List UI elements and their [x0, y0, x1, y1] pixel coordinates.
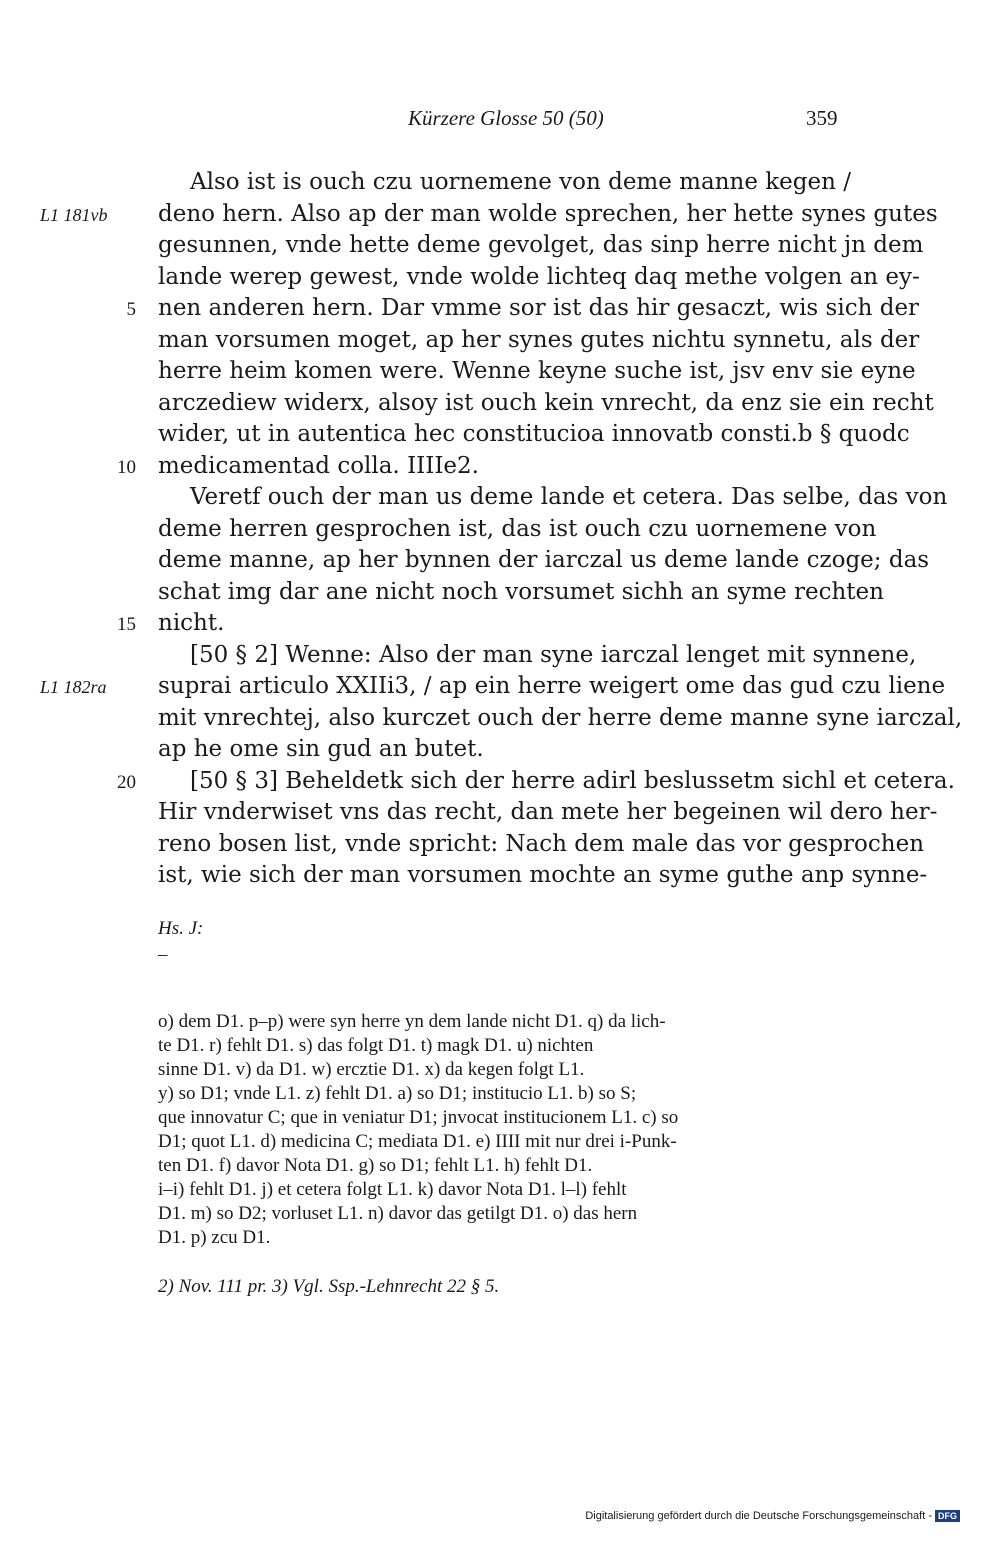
footnote-line: que innovatur C; que in veniatur D1; jnvocat institucionem L1. c) so	[158, 1107, 679, 1128]
line-number: 15	[117, 614, 136, 635]
text-line: Hir vnderwiset vns das recht, dan mete her begeinen wil dero her-	[158, 799, 938, 825]
footnote-line: D1. m) so D2; vorluset L1. n) davor das getilgt D1. o) das hern	[158, 1203, 638, 1224]
text-line: mit vnrechtej, also kurczet ouch der herre deme manne syne iarczal,	[158, 705, 963, 731]
line-number: 10	[117, 457, 136, 478]
footnote-line: i–i) fehlt D1. j) et cetera folgt L1. k) davor Nota D1. l–l) fehlt	[158, 1179, 627, 1200]
text-line: medicamentad colla. IIIIe2.	[158, 453, 479, 479]
margin-note-folio: L1 181vb	[40, 205, 108, 225]
text-line: lande werep gewest, vnde wolde lichteq daq methe volgen an ey-	[158, 264, 920, 290]
footnote-line: D1; quot L1. d) medicina C; mediata D1. e) IIII mit nur drei i-Punk-	[158, 1131, 677, 1152]
text-line: [50 § 2] Wenne: Also der man syne iarczal lenget mit synnene,	[190, 642, 917, 668]
source-notes: 2) Nov. 111 pr. 3) Vgl. Ssp.-Lehnrecht 22 § 5.	[158, 1276, 500, 1297]
running-title: Kürzere Glosse 50 (50)	[408, 106, 604, 130]
text-line: ist, wie sich der man vorsumen mochte an syme guthe anp synne-	[158, 862, 928, 888]
text-line: deme herren gesprochen ist, das ist ouch czu uornemene von	[158, 516, 877, 542]
dfg-logo: DFG	[935, 1510, 960, 1522]
text-line: Also ist is ouch czu uornemene von deme manne kegen /	[190, 169, 851, 195]
footnote-line: te D1. r) fehlt D1. s) das folgt D1. t) magk D1. u) nichten	[158, 1035, 594, 1056]
footnote-line: o) dem D1. p–p) were syn herre yn dem lande nicht D1. q) da lich-	[158, 1011, 666, 1032]
text-line: schat img dar ane nicht noch vorsumet sichh an syme rechten	[158, 579, 884, 605]
text-line: suprai articulo XXIIi3, / ap ein herre weigert ome das gud czu liene	[158, 673, 946, 699]
line-number: 20	[117, 772, 136, 793]
margin-note-folio: L1 182ra	[40, 677, 107, 697]
footer-text: Digitalisierung gefördert durch die Deutsche Forschungsgemeinschaft -	[585, 1510, 932, 1522]
page-number: 359	[806, 106, 838, 130]
manuscript-siglum: Hs. J:	[158, 918, 204, 939]
text-line: nen anderen hern. Dar vmme sor ist das hir gesaczt, wis sich der	[158, 295, 920, 321]
text-line: [50 § 3] Beheldetk sich der herre adirl beslussetm sichl et cetera.	[190, 768, 955, 794]
text-line: arczediew widerx, alsoy ist ouch kein vnrecht, da enz sie ein recht	[158, 390, 934, 416]
text-line: ap he ome sin gud an butet.	[158, 736, 484, 762]
line-number: 5	[126, 299, 136, 320]
digitization-footer	[585, 1510, 960, 1522]
footnote-line: y) so D1; vnde L1. z) fehlt D1. a) so D1; institucio L1. b) so S;	[158, 1083, 637, 1104]
text-line: nicht.	[158, 610, 225, 636]
footnote-line: ten D1. f) davor Nota D1. g) so D1; fehlt L1. h) fehlt D1.	[158, 1155, 593, 1176]
footnote-line: sinne D1. v) da D1. w) ercztie D1. x) da kegen folgt L1.	[158, 1059, 585, 1080]
text-line: deme manne, ap her bynnen der iarczal us deme lande czoge; das	[158, 547, 930, 573]
apparatus-dash: –	[158, 944, 168, 965]
text-line: herre heim komen were. Wenne keyne suche ist, jsv env sie eyne	[158, 358, 916, 384]
text-line: deno hern. Also ap der man wolde sprechen, her hette synes gutes	[158, 201, 938, 227]
footnote-line: D1. p) zcu D1.	[158, 1227, 271, 1248]
text-line: wider, ut in autentica hec constitucioa innovatb consti.b § quodc	[158, 421, 910, 447]
text-line: man vorsumen moget, ap her synes gutes nichtu synnetu, als der	[158, 327, 920, 353]
text-line: reno bosen list, vnde spricht: Nach dem male das vor gesprochen	[158, 831, 925, 857]
text-line: gesunnen, vnde hette deme gevolget, das sinp herre nicht jn dem	[158, 232, 924, 258]
text-line: Veretf ouch der man us deme lande et cetera. Das selbe, das von	[190, 484, 948, 510]
